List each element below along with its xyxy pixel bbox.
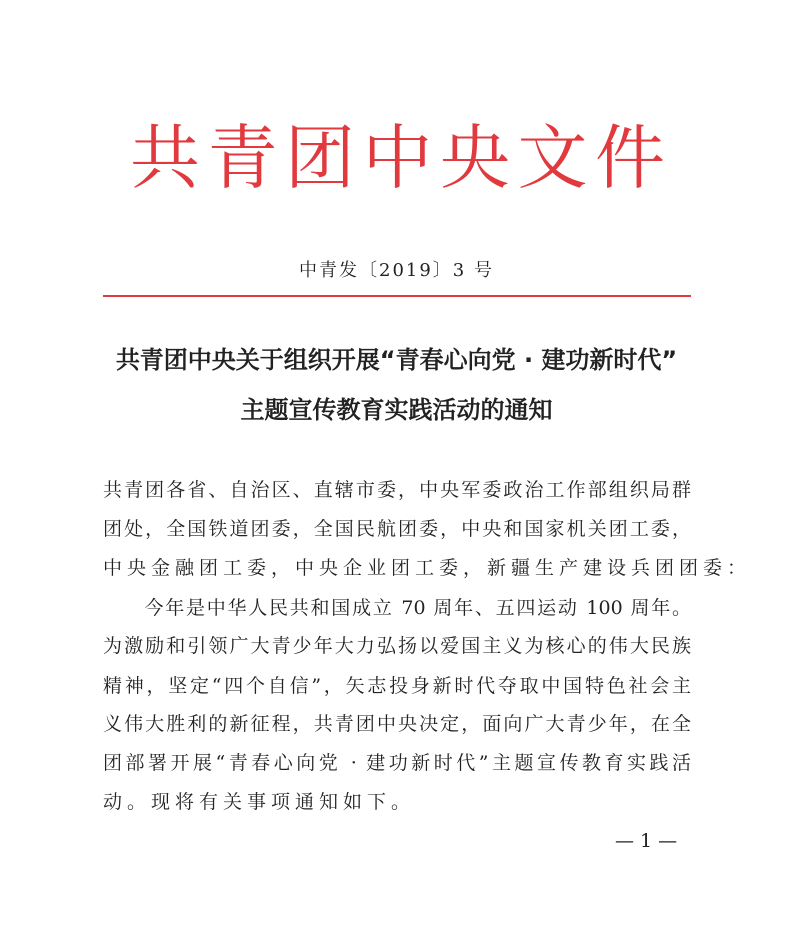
body-line: 团部署开展“青春心向党 · 建功新时代”主题宣传教育实践活 — [103, 752, 691, 774]
masthead-char: 共 — [130, 117, 200, 199]
masthead-char: 件 — [595, 117, 665, 199]
body-line: 义伟大胜利的新征程，共青团中央决定，面向广大青少年，在全 — [103, 713, 691, 735]
page-number: — 1 — — [615, 830, 678, 852]
body-line: 为激励和引领广大青少年大力弘扬以爱国主义为核心的伟大民族 — [103, 635, 691, 657]
masthead-char: 文 — [517, 117, 588, 199]
body-line: 今年是中华人民共和国成立 70 周年、五四运动 100 周年。 — [103, 597, 691, 619]
document-title-line-1: 共青团中央关于组织开展“青春心向党 · 建功新时代” — [115, 346, 678, 374]
masthead-char: 央 — [440, 117, 510, 199]
red-divider — [103, 295, 691, 297]
document-title-line-2: 主题宣传教育实践活动的通知 — [240, 396, 553, 424]
masthead — [130, 108, 665, 208]
body-line: 团处，全国铁道团委，全国民航团委，中央和国家机关团工委， — [103, 518, 691, 540]
masthead-char: 中 — [362, 117, 433, 199]
masthead-char: 青 — [207, 117, 278, 199]
body-line: 精神，坚定“四个自信”，矢志投身新时代夺取中国特色社会主 — [103, 675, 691, 697]
masthead-char: 团 — [285, 117, 355, 199]
body-line: 共青团各省、自治区、直辖市委，中央军委政治工作部组织局群 — [103, 479, 691, 501]
document-number: 中青发〔2019〕3 号 — [299, 260, 494, 281]
body-line: 动。现将有关事项通知如下。 — [103, 791, 416, 813]
body-line: 中央金融团工委，中央企业团工委，新疆生产建设兵团团委： — [103, 557, 752, 579]
